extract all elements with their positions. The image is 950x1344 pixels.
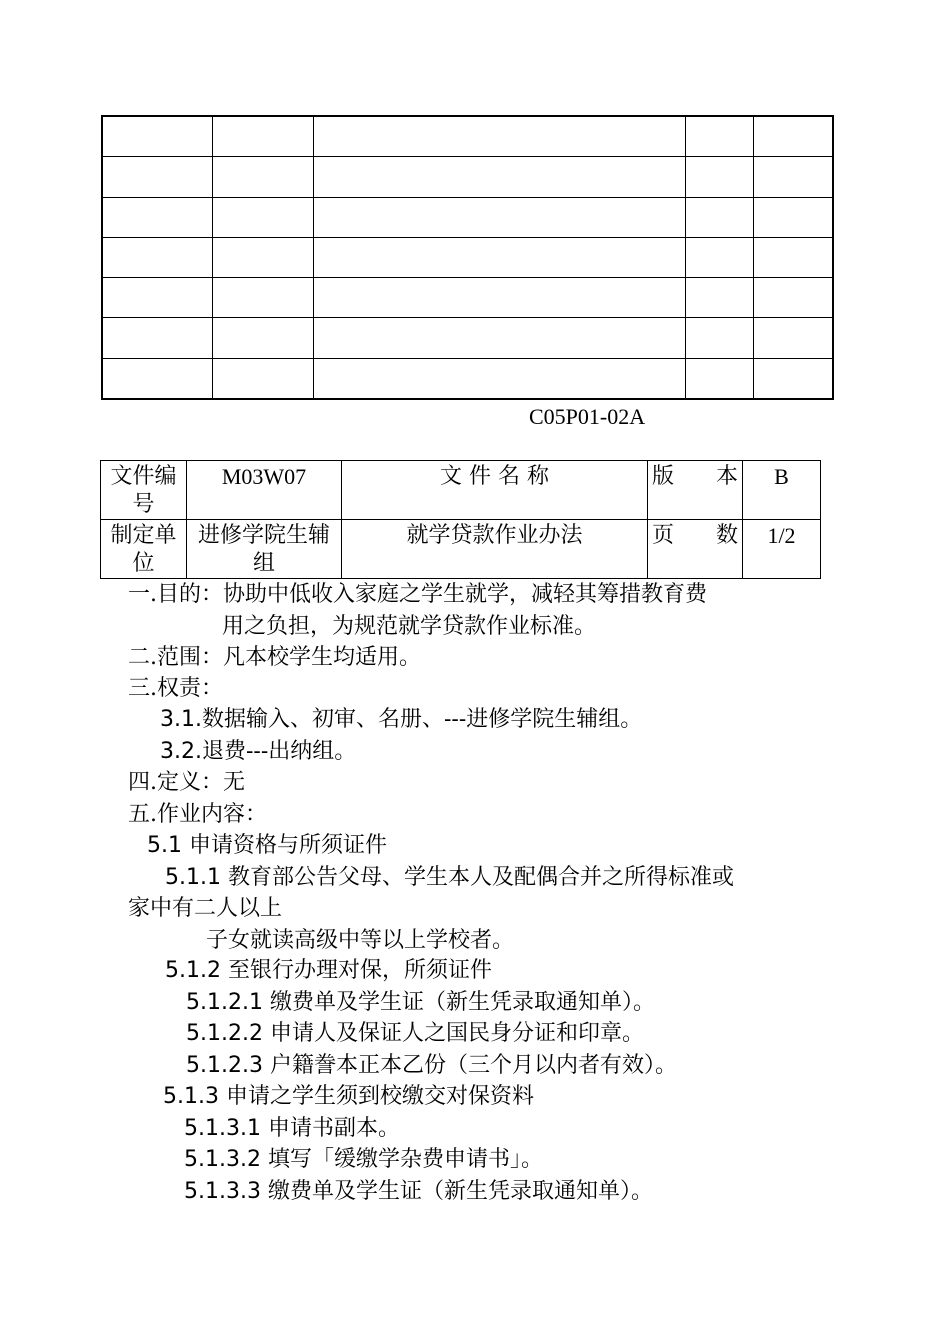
grid-row <box>102 116 833 157</box>
item-5-1-3-2 <box>184 1145 543 1175</box>
doc-name-label: 文 件 名 称 <box>342 461 648 520</box>
item-5-1-2 <box>165 956 492 986</box>
grid-cell <box>102 116 212 157</box>
unit-value: 进修学院生辅组 <box>187 520 342 579</box>
grid-cell <box>212 358 313 399</box>
item-number: 5.1.3 <box>163 1084 219 1109</box>
grid-cell <box>685 157 753 197</box>
grid-cell <box>313 197 685 237</box>
item-number: 5.1.2.1 <box>186 990 263 1015</box>
section-scope: 二.范围：凡本校学生均适用。 <box>128 645 421 670</box>
section-responsibility: 三.权责： <box>128 676 223 701</box>
item-number: 5.1.2.2 <box>186 1021 263 1046</box>
item-5-1-2-2 <box>186 1019 644 1049</box>
doc-no-value: M03W07 <box>187 461 342 520</box>
grid-cell <box>685 116 753 157</box>
item-text: 退费---出纳组。 <box>201 739 357 764</box>
grid-row <box>102 197 833 237</box>
grid-cell <box>685 318 753 358</box>
item-text: 申请书副本。 <box>260 1116 400 1141</box>
version-label: 版 本 <box>648 461 743 520</box>
item-text: 数据输入、初审、名册、---进修学院生辅组。 <box>201 707 643 732</box>
pages-value: 1/2 <box>743 520 821 579</box>
grid-cell <box>313 318 685 358</box>
item-5-1-1-cont: 家中有二人以上 <box>128 896 283 921</box>
grid-cell <box>102 237 212 277</box>
pages-label: 页 数 <box>648 520 743 579</box>
grid-cell <box>102 157 212 197</box>
doc-name-value: 就学贷款作业办法 <box>342 520 648 579</box>
item-text: 缴费单及学生证（新生凭录取通知单）。 <box>260 1179 653 1204</box>
grid-cell <box>313 116 685 157</box>
item-text: 户籍誊本正本乙份（三个月以内者有效）。 <box>262 1053 677 1078</box>
grid-cell <box>313 278 685 318</box>
grid-row <box>102 358 833 399</box>
grid-cell <box>313 157 685 197</box>
grid-cell <box>753 157 833 197</box>
grid-cell <box>212 197 313 237</box>
item-number: 5.1.1 <box>165 865 221 890</box>
grid-cell <box>212 157 313 197</box>
version-value: B <box>743 461 821 520</box>
grid-cell <box>212 318 313 358</box>
grid-row <box>102 318 833 358</box>
grid-cell <box>685 358 753 399</box>
item-5-1-3 <box>163 1082 534 1112</box>
grid-cell <box>102 197 212 237</box>
revision-grid <box>101 115 834 400</box>
grid-cell <box>753 278 833 318</box>
grid-cell <box>685 237 753 277</box>
item-text: 申请资格与所须证件 <box>182 833 387 858</box>
item-5-1-2-1 <box>186 988 655 1018</box>
header-row <box>101 520 821 579</box>
item-number: 5.1 <box>147 833 182 858</box>
item-text: 教育部公告父母、学生本人及配偶合并之所得标准或 <box>220 865 734 890</box>
grid-cell <box>212 116 313 157</box>
grid-cell <box>685 278 753 318</box>
item-number: 5.1.3.2 <box>184 1147 261 1172</box>
grid-cell <box>313 358 685 399</box>
item-text: 申请人及保证人之国民身分证和印章。 <box>262 1021 644 1046</box>
item-5-1-1 <box>165 863 734 893</box>
form-code: C05P01-02A <box>529 404 646 429</box>
section-purpose: 一.目的：协助中低收入家庭之学生就学，减轻其筹措教育费 <box>128 582 707 607</box>
item-text: 缴费单及学生证（新生凭录取通知单）。 <box>262 990 655 1015</box>
header-row <box>101 461 821 520</box>
item-number: 5.1.2 <box>165 958 221 983</box>
item-number: 3.1. <box>160 707 202 732</box>
grid-cell <box>753 358 833 399</box>
unit-label: 制定单位 <box>101 520 187 579</box>
grid-cell <box>102 278 212 318</box>
item-number: 5.1.2.3 <box>186 1053 263 1078</box>
item-text: 填写「缓缴学杂费申请书」。 <box>260 1147 543 1172</box>
grid-row <box>102 237 833 277</box>
doc-no-label: 文件编号 <box>101 461 187 520</box>
grid-cell <box>685 197 753 237</box>
section-content: 五.作业内容： <box>128 802 267 827</box>
item-5-1 <box>147 831 387 861</box>
section-definition: 四.定义：无 <box>128 770 245 795</box>
item-3-2 <box>160 737 356 767</box>
grid-cell <box>753 197 833 237</box>
item-number: 5.1.3.3 <box>184 1179 261 1204</box>
grid-row <box>102 157 833 197</box>
grid-cell <box>753 116 833 157</box>
item-5-1-3-1 <box>184 1114 400 1144</box>
grid-cell <box>102 358 212 399</box>
grid-cell <box>212 237 313 277</box>
grid-row <box>102 278 833 318</box>
item-5-1-2-3 <box>186 1051 677 1081</box>
item-5-1-3-3 <box>184 1177 653 1207</box>
item-3-1 <box>160 705 642 735</box>
grid-cell <box>753 318 833 358</box>
document-header-table <box>100 460 821 579</box>
item-5-1-1-cont2: 子女就读高级中等以上学校者。 <box>206 928 515 953</box>
item-text: 申请之学生须到校缴交对保资料 <box>218 1084 534 1109</box>
section-purpose-cont: 用之负担，为规范就学贷款作业标准。 <box>222 614 597 639</box>
grid-cell <box>313 237 685 277</box>
grid-cell <box>212 278 313 318</box>
item-number: 5.1.3.1 <box>184 1116 261 1141</box>
item-text: 至银行办理对保，所须证件 <box>220 958 492 983</box>
grid-cell <box>753 237 833 277</box>
item-number: 3.2. <box>160 739 202 764</box>
grid-cell <box>102 318 212 358</box>
